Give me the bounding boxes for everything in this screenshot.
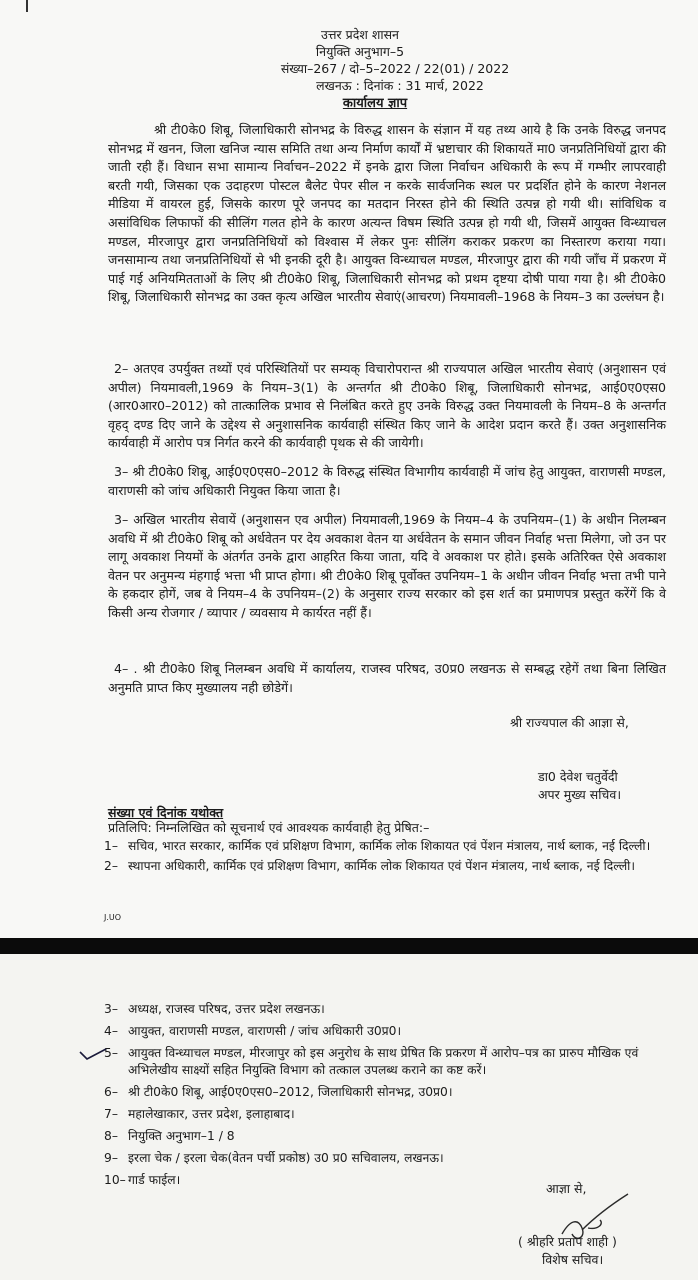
signatory-2-designation: विशेष सचिव। — [542, 1252, 604, 1267]
list-item: 7– महालेखाकार, उत्तर प्रदेश, इलाहाबाद। — [104, 1107, 295, 1121]
list-item: 1– सचिव, भारत सरकार, कार्मिक एवं प्रशिक्षण विभाग, कार्मिक लोक शिकायत एवं पेंशन मंत्रालय, नार्थ ब्लाक, नई दिल्ली। — [104, 839, 651, 853]
paragraph-5: 4– . श्री टी0के0 शिबू निलम्बन अवधि में कार्यालय, राजस्व परिषद, उ0प्र0 लखनऊ से सम्बद्ध रहेगें तथा बिना लिखित अनुमति प्राप्त किए मुख्यालय नही छोडेगें। — [108, 661, 666, 695]
paragraph-4: 3– अखिल भारतीय सेवायें (अनुशासन एव अपील) नियमावली,1969 के नियम–4 के उपनियम–(1) के अधीन निलम्बन अवधि में श्री टी0के0 शिबू को अर्धवेतन पर देय अवकाश वेतन या अर्धवेतन के समान जीवन निर्वाह भत्ता मिलेगा, जो उन पर लागू अवकाश नियमों के अंतर्गत उनके द्वारा आहरित किया जाता, यदि वे अवकाश पर होते। इसके अतिरिक्त ऐसे अवकाश वेतन पर अनुमन्य मंहगाई भत्ता भी प्राप्त होगा। श्री टी0के0 शिबू पूर्वोक्त उपनियम–1 के अधीन जीवन निर्वाह भत्ता तभी पाने के हकदार होगें, जब वे नियम–4 के उपनियम–(2) के अनुसार राज्य सरकार को इस शर्त का प्रमाणपत्र प्रस्तुत करेंगें कि वे किसी अन्य रोजगार / व्यापार / व्यवसाय मे कार्यरत नहीं हैं। — [108, 512, 666, 620]
paragraph-1: श्री टी0के0 शिबू, जिलाधिकारी सोनभद्र के विरुद्ध शासन के संज्ञान में यह तथ्य आये है कि उनके विरुद्ध जनपद सोनभद्र में खनन, जिला खनिज न्यास समिति तथा अन्य निर्माण कार्यों में भ्रष्टाचार की शिकायतें मा0 जनप्रतिनिधियों द्वारा की जाती रही हैं। विधान सभा सामान्य निर्वाचन–2022 में इनके द्वारा जिला निर्वाचन अधिकारी के रूप में गम्भीर लापरवाही बरती गयी, जिसका एक उदाहरण पोस्टल बैलेट पेपर सील न करके सार्वजनिक स्थल पर प्रदर्शित होने के कारण नेशनल मीडिया में वायरल हुई, जिसके कारण पूरे जनपद का मतदान निरस्त होने की स्थिति उत्पन्न हो गयी थी। सांविधिक व असांविधिक लिफाफों की सीलिंग गलत होने के कारण अत्यन्त विषम स्थिति उत्पन्न हो गयी थी, जिसमें आयुक्त विन्ध्याचल मण्डल, मीरजापुर द्वारा जनप्रतिनिधियों को विश्वास में लेकर पुनः सीलिंग कराकर प्रकरण का निस्तारण कराया गया। जनसामान्य तथा जनप्रतिनिधियों से भी इनकी दूरी है। आयुक्त विन्ध्याचल मण्डल, मीरजापुर द्वारा की गयी जाँच में प्रकरण में पाई गई अनियमितताओं के लिए श्री टी0के0 शिबू, जिलाधिकारी सोनभद्र को प्रथम दृष्टया दोषी पाया गया है। श्री टी0के0 शिबू, जिलाधिकारी सोनभद्र का उक्त कृत्य अखिल भारतीय सेवाएं(आचरण) नियमावली–1968 के नियम–3 का उल्लंघन है। — [108, 122, 666, 305]
signatory-1-designation: अपर मुख्य सचिव। — [538, 787, 622, 802]
memo-title: कार्यालय ज्ञाप — [342, 96, 408, 111]
paragraph-3: 3– श्री टी0के0 शिबू, आई0ए0एस0–2012 के विरुद्ध संस्थित विभागीय कार्यवाही में जांच हेतु आयुक्त, वाराणसी मण्डल, वाराणसी को जांच अधिकारी नियुक्त किया जाता है। — [108, 464, 666, 498]
order-line: श्री राज्यपाल की आज्ञा से, — [510, 715, 629, 730]
footer-mark: J.UO — [104, 913, 122, 922]
signatory-2-name: ( श्रीहरि प्रताप शाही ) — [518, 1234, 617, 1249]
list-item: 9– इरला चेक / इरला चेक(वेतन पर्ची प्रकोष्ठ) उ0 प्र0 सचिवालय, लखनऊ। — [104, 1151, 444, 1165]
list-item: 6– श्री टी0के0 शिबू, आई0ए0एस0–2012, जिलाधिकारी सोनभद्र, उ0प्र0। — [104, 1085, 453, 1099]
signatory-1-name: डा0 देवेश चतुर्वेदी — [538, 769, 618, 784]
order-line-2: आज्ञा से, — [546, 1181, 587, 1196]
checkmark-icon — [78, 1046, 108, 1062]
list-item: 2– स्थापना अधिकारी, कार्मिक एवं प्रशिक्षण विभाग, कार्मिक लोक शिकायत एवं पेंशन मंत्रालय, नार्थ ब्लाक, नई दिल्ली। — [104, 859, 636, 873]
copy-intro: प्रतिलिपि: निम्नलिखित को सूचनार्थ एवं आवश्यक कार्यवाही हेतु प्रेषित:– — [108, 820, 430, 835]
copy-heading: संख्या एवं दिनांक यथोक्त — [108, 805, 224, 820]
reference-number: संख्या–267 / दो–5–2022 / 22(01) / 2022 — [280, 61, 510, 76]
list-item: 3– अध्यक्ष, राजस्व परिषद, उत्तर प्रदेश लखनऊ। — [104, 1002, 325, 1016]
copy-list-page-2 — [104, 1001, 670, 1189]
copy-list-page-1 — [104, 838, 670, 875]
scan-mark — [26, 0, 28, 12]
list-item: 8– नियुक्ति अनुभाग–1 / 8 — [104, 1129, 235, 1143]
paragraph-2: 2– अतएव उपर्युक्त तथ्यों एवं परिस्थितियों पर सम्यक् विचारोपरान्त श्री राज्यपाल अखिल भारतीय सेवाएं (अनुशासन एवं अपील) नियमावली,1969 के नियम–3(1) के अन्तर्गत श्री टी0के0 शिबू, जिलाधिकारी सोनभद्र, आई0ए0एस0 (आर0आर0–2012) को तात्कालिक प्रभाव से निलंबित करते हुए उनके विरुद्ध उक्त नियमावली के नियम–8 के अन्तर्गत वृहद् दण्ड दिए जाने के उद्देश्य से अनुशासनिक कार्यवाही संस्थित किए जाने के आदेश प्रदान करते हैं। उक्त अनुशासनिक कार्यवाही में आरोप पत्र निर्गत करने की कार्यवाही पृथक से की जायेगी। — [108, 361, 666, 451]
list-item: 5– आयुक्त विन्ध्याचल मण्डल, मीरजापुर को इस अनुरोध के साथ प्रेषित कि प्रकरण में आरोप–पत्र का प्रारुप मौखिक एवं अभिलेखीय साक्ष्यों सहित नियुक्ति विभाग को तत्काल उपलब्ध कराने का कष्ट करें। — [104, 1046, 639, 1077]
section-heading: नियुक्ति अनुभाग–5 — [315, 44, 405, 59]
list-item: 10– गार्ड फाईल। — [104, 1173, 181, 1187]
government-heading: उत्तर प्रदेश शासन — [321, 27, 399, 42]
page-separator — [0, 938, 698, 954]
place-date: लखनऊ : दिनांक : 31 मार्च, 2022 — [316, 78, 484, 93]
list-item: 4– आयुक्त, वाराणसी मण्डल, वाराणसी / जांच अधिकारी उ0प्र0। — [104, 1024, 402, 1038]
